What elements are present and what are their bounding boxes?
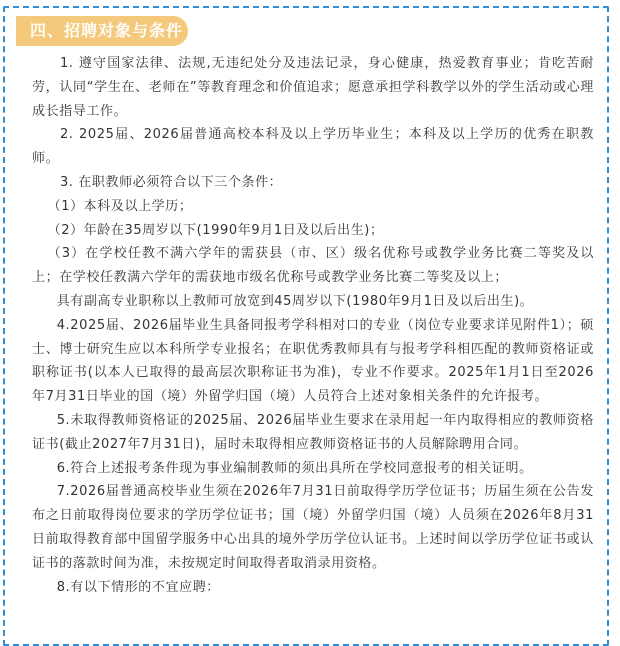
- condition-3-sub-2: （2）年龄在35周岁以下(1990年9月1日及以后出生)；: [47, 222, 384, 238]
- condition-3-sub-3: （3）在学校任教不满六学年的需获县（市、区）级名优称号或教学业务比赛二等奖及以上；在学校任教满六学年的需获地市级名优称号或教学业务比赛二等奖及以上；: [32, 246, 594, 286]
- condition-2: 2. 2025届、2026届普通高校本科及以上学历毕业生；本科及以上学历的优秀在职教师。: [32, 127, 594, 167]
- condition-4: 4.2025届、2026届毕业生具备同报考学科相对口的专业（岗位专业要求详见附件1）；硕士、博士研究生应以本科所学专业报名；在职优秀教师具有与报考学科相匹配的教师资格证或职称证书(以本人已取得的最高层次职称证书为准)，专业不作要求。2025年1月1日至2026年7月31日毕业的国（境）外留学归国（境）人员符合上述对象相关条件的允许报考。: [32, 317, 594, 405]
- section-heading: 四、招聘对象与条件: [16, 16, 188, 46]
- condition-6: 6.符合上述报考条件现为事业编制教师的须出具所在学校同意报考的相关证明。: [56, 460, 533, 476]
- condition-5: 5.未取得教师资格证的2025届、2026届毕业生要求在录用起一年内取得相应的教师资格证书(截止2027年7月31日)，届时未取得相应教师资格证书的人员解除聘用合同。: [32, 412, 594, 452]
- condition-3-sub-1: （1）本科及以上学历；: [47, 198, 193, 214]
- conditions-content: [32, 52, 594, 599]
- condition-3-note: 具有副高专业职称以上教师可放宽到45周岁以下(1980年9月1日及以后出生)。: [56, 293, 534, 309]
- condition-8: 8.有以下情形的不宜应聘：: [56, 579, 220, 595]
- condition-7: 7.2026届普通高校毕业生须在2026年7月31日前取得学历学位证书；历届生须在公告发布之日前取得岗位要求的学历学位证书；国（境）外留学归国（境）人员须在2026年8月31日前取得教育部中国留学服务中心出具的境外学历学位认证书。上述时间以学历学位证书或认证书的落款时间为准，未按规定时间取得者取消录用资格。: [32, 484, 594, 571]
- condition-3: 3. 在职教师必须符合以下三个条件：: [59, 174, 283, 190]
- condition-1: 1. 遵守国家法律、法规,无违纪处分及违法记录，身心健康，热爱教育事业；肯吃苦耐劳，认同“学生在、老师在”等教育理念和价值追求；愿意承担学科教学以外的学生活动或心理成长指导工作。: [32, 56, 594, 119]
